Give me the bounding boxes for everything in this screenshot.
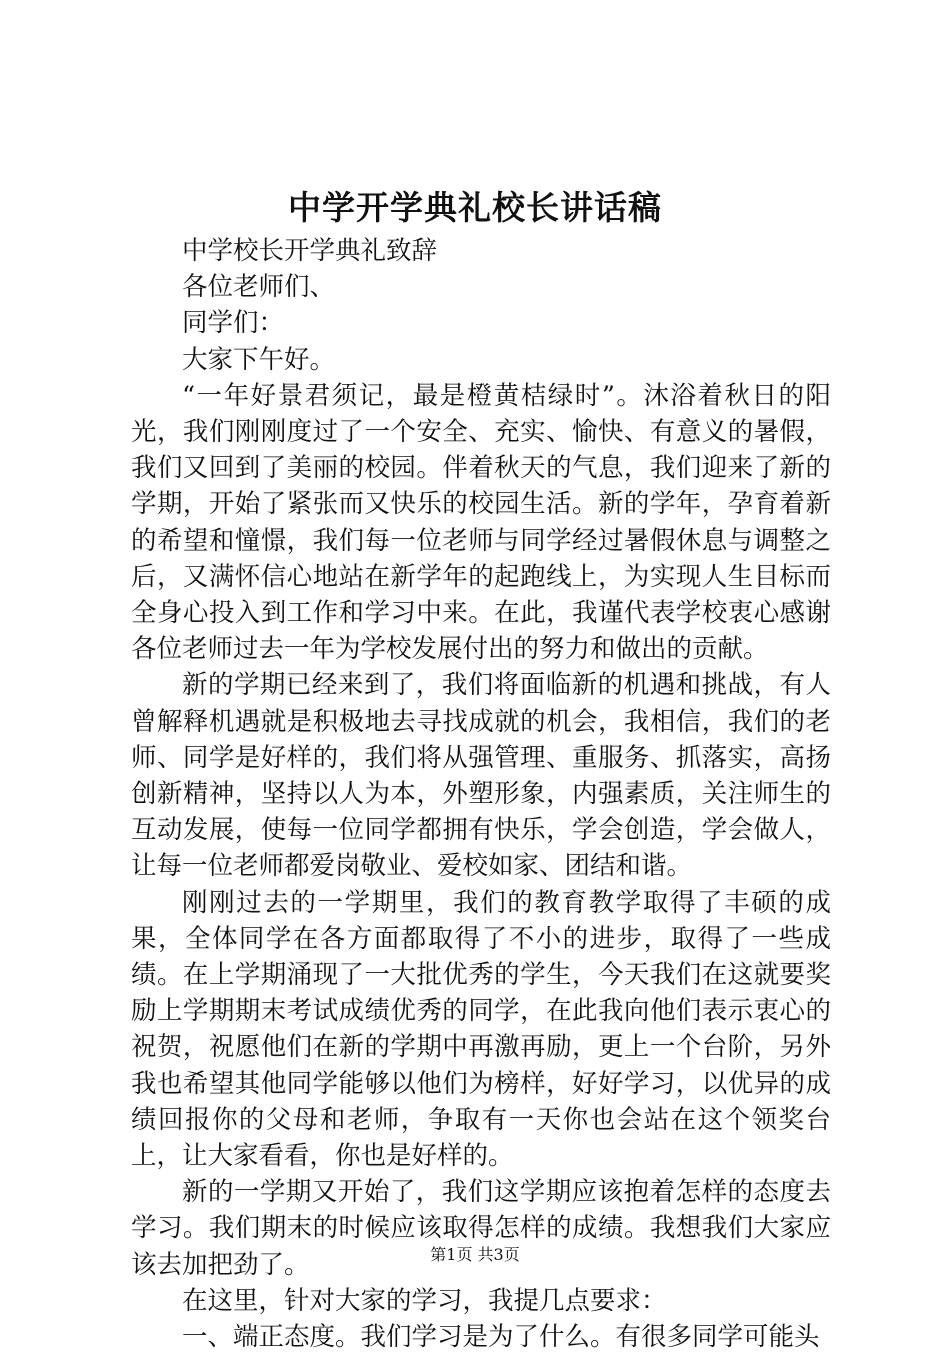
paragraph: 一、端正态度。我们学习是为了什么。有很多同学可能头 <box>182 1322 820 1353</box>
paragraph-greeting-afternoon: 大家下午好。 <box>182 344 336 375</box>
document-body <box>131 233 831 1355</box>
page-footer: 第1页 共3页 <box>430 1245 520 1264</box>
paragraph: 新的学期已经来到了，我们将面临新的机遇和挑战，有人曾解释机遇就是积极地去寻找成就的机会，我相信，我们的老师、同学是好样的，我们将从强管理、重服务、抓落实，高扬创新精神，坚持以人为本，外塑形象，内强素质，关注师生的互动发展，使每一位同学都拥有快乐，学会创造，学会做人，让每一位老师都爱岗敬业、爱校如家、团结和谐。 <box>131 670 831 882</box>
paragraph-subtitle: 中学校长开学典礼致辞 <box>182 236 438 266</box>
paragraph: 刚刚过去的一学期里，我们的教育教学取得了丰硕的成果，全体同学在各方面都取得了不小的进步，取得了一些成绩。在上学期涌现了一大批优秀的学生，今天我们在这就要奖励上学期期末考试成绩优秀的同学，在此我向他们表示衷心的祝贺，祝愿他们在新的学期中再激再励，更上一个台阶，另外我也希望其他同学能够以他们为榜样，好好学习，以优异的成绩回报你的父母和老师，争取有一天你也会站在这个领奖台上，让大家看看，你也是好样的。 <box>131 887 831 1172</box>
paragraph: 在这里，针对大家的学习，我提几点要求： <box>182 1285 667 1316</box>
paragraph-greeting-students: 同学们： <box>182 308 285 339</box>
paragraph-greeting-teachers: 各位老师们、 <box>182 272 336 303</box>
paragraph: 新的一学期又开始了，我们这学期应该抱着怎样的态度去学习。我们期末的时候应该取得怎样的成绩。我想我们大家应该去加把劲了。 <box>131 1177 831 1280</box>
paragraph: “一年好景君须记，最是橙黄桔绿时”。沐浴着秋日的阳光，我们刚刚度过了一个安全、充实、愉快、有意义的暑假，我们又回到了美丽的校园。伴着秋天的气息，我们迎来了新的学期，开始了紧张而又快乐的校园生活。新的学年，孕育着新的希望和憧憬，我们每一位老师与同学经过暑假休息与调整之后，又满怀信心地站在新学年的起跑线上，为实现人生目标而全身心投入到工作和学习中来。在此，我谨代表学校衷心感谢各位老师过去一年为学校发展付出的努力和做出的贡献。 <box>131 380 831 665</box>
document-title: 中学开学典礼校长讲话稿 <box>288 188 662 227</box>
